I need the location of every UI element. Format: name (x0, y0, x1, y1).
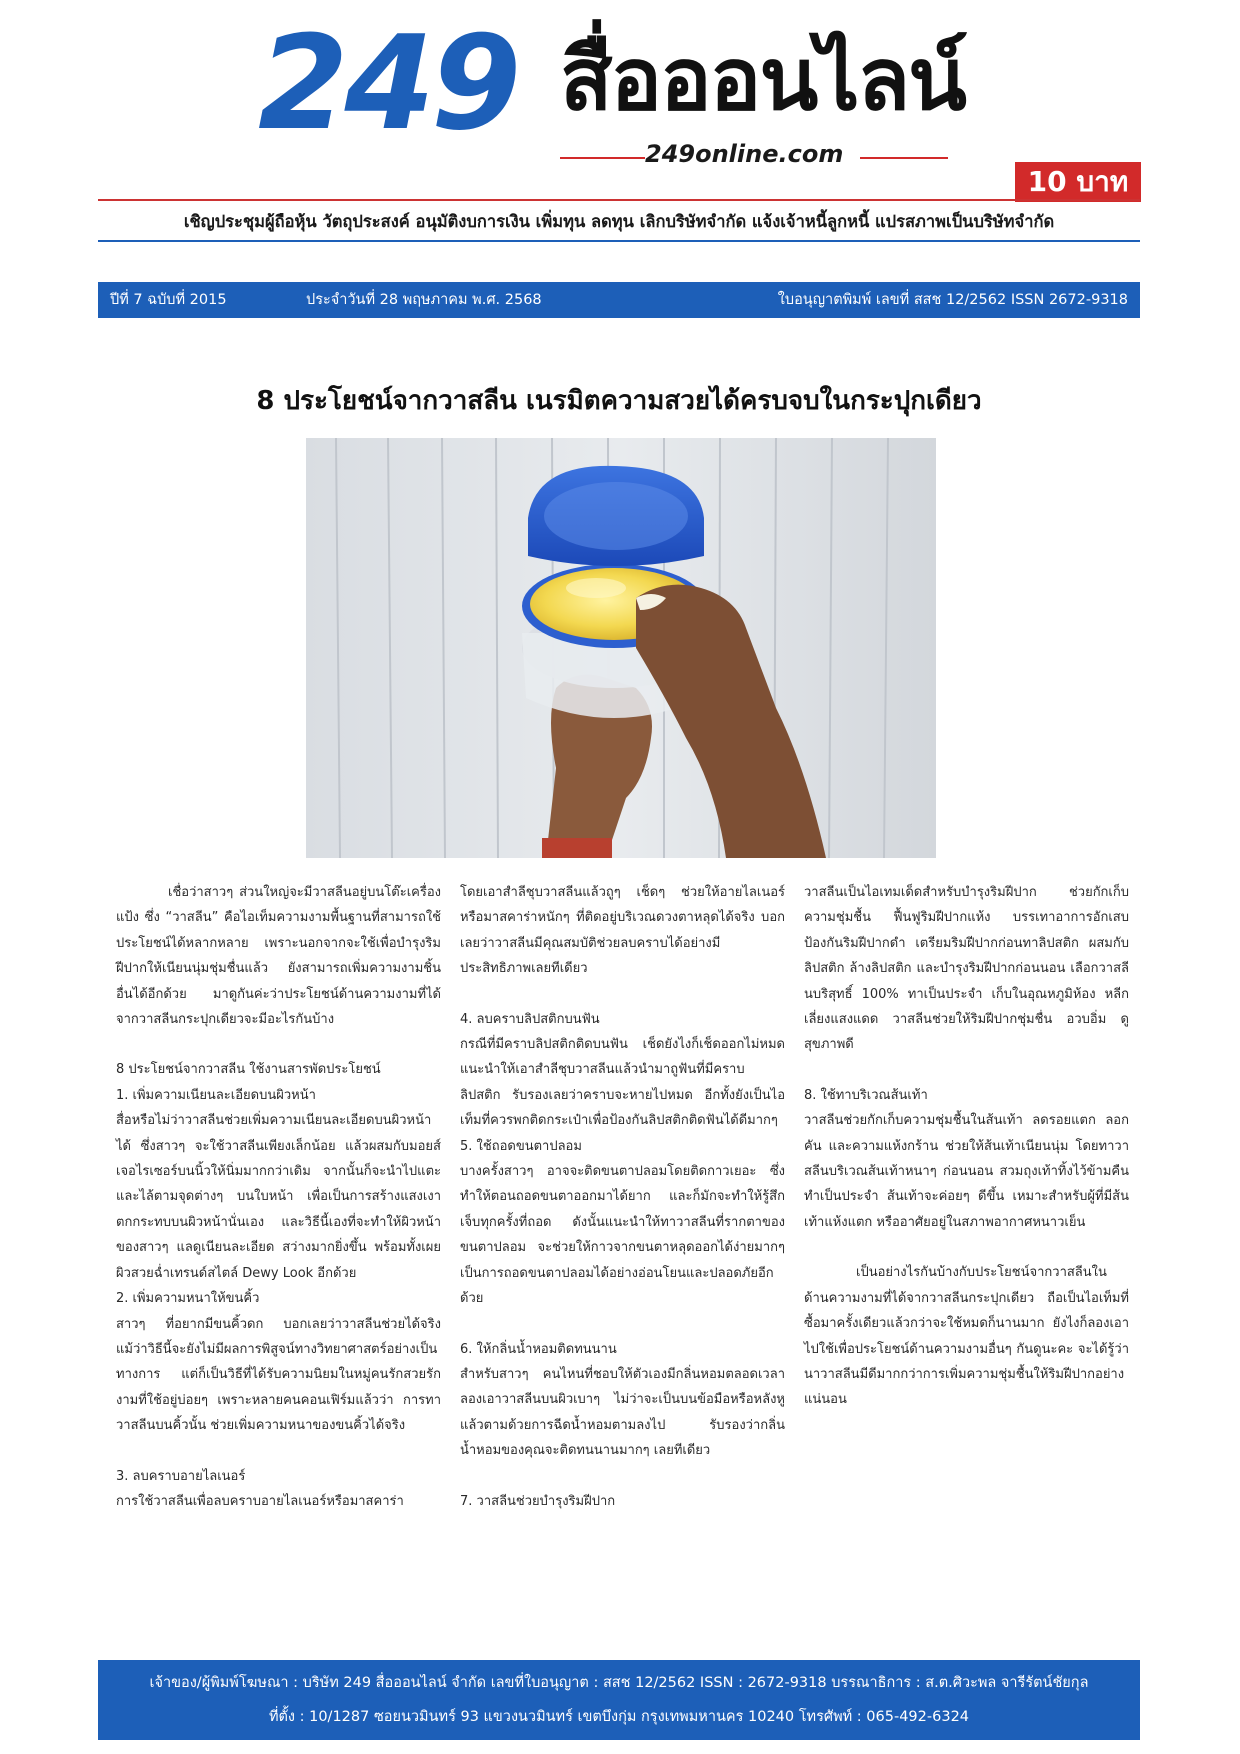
article-paragraph: วาสลีนเป็นไอเทมเด็ดสำหรับบำรุงริมฝีปาก ช่วยกักเก็บความชุ่มชื้น ฟื้นฟูริมฝีปากแห้ง บรรเทาอาการอักเสบ ป้องกันริมฝีปากดำ เตรียมริมฝีปากก่อนทาลิปสติก ผสมกับลิปสติก ล้างลิปสติก และบำรุงริมฝีปากก่อนนอน เลือกวาสลีนบริสุทธิ์ 100% ทาเป็นประจำ เก็บในอุณหภูมิห้อง หลีกเลี่ยงแสงแดด วาสลีนช่วยให้ริมฝีปากชุ่มชื่น อวบอิ่ม ดูสุขภาพดี (804, 885, 1129, 1053)
article-column-1 (116, 880, 441, 1514)
paragraph-gap (460, 1464, 785, 1489)
article-headline: 8 ประโยชน์จากวาสลีน เนรมิตความสวยได้ครบจบในกระปุกเดียว (256, 386, 982, 416)
issue-date: ประจำวันที่ 28 พฤษภาคม พ.ศ. 2568 (306, 292, 542, 308)
article-paragraph: บางครั้งสาวๆ อาจจะติดขนตาปลอมโดยติดกาวเยอะ ซึ่งทำให้ตอนถอดขนตาออกมาได้ยาก และก็มักจะทำให้รู้สึกเจ็บทุกครั้งที่ถอด ดังนั้นแนะนำให้ทาวาสลีนที่รากตาของขนตาปลอม จะช่วยให้กาวจากขนตาหลุดออกได้ง่ายมากๆ เป็นการถอดขนตาปลอมได้อย่างอ่อนโยนและปลอดภัยอีกด้วย (460, 1164, 785, 1307)
article-paragraph: 6. ให้กลิ่นน้ำหอมติดทนนาน (460, 1341, 617, 1357)
paragraph-gap (116, 1032, 441, 1057)
logo-thai-name: สื่อออนไลน์ (560, 30, 965, 130)
article-paragraph: 8 ประโยชน์จากวาสลีน ใช้งานสารพัดประโยชน์ (116, 1062, 381, 1078)
article-paragraph: 3. ลบคราบอายไลเนอร์ (116, 1468, 246, 1484)
paragraph-gap (804, 1235, 1129, 1260)
article-column-2 (460, 880, 785, 1514)
article-paragraph: 2. เพิ่มความหนาให้ขนคิ้ว (116, 1291, 260, 1307)
article-paragraph: สาวๆ ที่อยากมีขนคิ้วดก บอกเลยว่าวาสลีนช่วยได้จริง แม้ว่าวิธีนี้จะยังไม่มีผลการพิสูจน์ทางวิทยาศาสตร์อย่างเป็นทางการ แต่ก็เป็นวิธีที่ได้รับความนิยมในหมู่คนรักสวยรักงามที่ใช้อยู่บ่อยๆ เพราะหลายคนคอนเฟิร์มแล้วว่า การทาวาสลีนบนคิ้วนั้น ช่วยเพิ่มความหนาของขนคิ้วได้จริง (116, 1316, 441, 1434)
header-rule-red (98, 199, 1140, 201)
masthead (0, 0, 1240, 200)
footer-publisher-line: เจ้าของ/ผู้พิมพ์โฆษณา : บริษัท 249 สื่อออนไลน์ จำกัด เลขที่ใบอนุญาต : สสช 12/2562 ISSN : 2672-9318 บรรณาธิการ : ส.ต.ศิวะพล จารีรัตน์ชัยกุล (149, 1675, 1089, 1691)
issue-number: ปีที่ 7 ฉบับที่ 2015 (110, 292, 227, 308)
logo-url: 249online.com (645, 140, 844, 168)
logo-divider-right (860, 157, 948, 159)
price-badge: 10 บาท (1015, 162, 1141, 202)
header-rule-blue (98, 240, 1140, 242)
article-paragraph: 7. วาสลีนช่วยบำรุงริมฝีปาก (460, 1493, 616, 1509)
article-column-3 (804, 880, 1129, 1413)
footer-address-line: ที่ตั้ง : 10/1287 ซอยนวมินทร์ 93 แขวงนวมินทร์ เขตบึงกุ่ม กรุงเทพมหานคร 10240 โทรศัพท์ : 065-492-6324 (268, 1709, 970, 1725)
article-paragraph: สำหรับสาวๆ คนไหนที่ชอบให้ตัวเองมีกลิ่นหอมตลอดเวลา ลองเอาวาสลีนบนผิวเบาๆ ไม่ว่าจะเป็นบนข้อมือหรือหลังหู แล้วตามด้วยการฉีดน้ำหอมตามลงไป รับรองว่ากลิ่นน้ำหอมของคุณจะติดทนนานมากๆ เลยทีเดียว (460, 1366, 785, 1459)
article-paragraph: เชื่อว่าสาวๆ ส่วนใหญ่จะมีวาสลีนอยู่บนโต๊ะเครื่องแป้ง ซึ่ง “วาสลีน” คือไอเท็มความงามพื้นฐานที่สามารถใช้ประโยชน์ได้หลากหลาย เพราะนอกจากจะใช้เพื่อบำรุงริมฝีปากให้เนียนนุ่มชุ่มชื่นแล้ว ยังสามารถเพิ่มความงามชิ้นอื่นได้อีกด้วย มาดูกันค่ะว่าประโยชน์ด้านความงามที่ได้จากวาสลีนกระปุกเดียวจะมีอะไรกันบ้าง (116, 885, 441, 1028)
print-license: ใบอนุญาตพิมพ์ เลขที่ สสช 12/2562 ISSN 2672-9318 (777, 292, 1128, 308)
footer (98, 1660, 1140, 1740)
paragraph-gap (116, 1439, 441, 1464)
article-paragraph: 5. ใช้ถอดขนตาปลอม (460, 1138, 582, 1154)
paragraph-gap (804, 1058, 1129, 1083)
article-paragraph: เป็นอย่างไรกันบ้างกับประโยชน์จากวาสลีนในด้านความงามที่ได้จากวาสลีนกระปุกเดียว ถือเป็นไอเท็มที่ซื้อมาครั้งเดียวแล้วกว่าจะใช้หมดก็นานมาก ยังไงก็ลองเอาไปใช้เพื่อประโยชน์ด้านความงามอื่นๆ กันดูนะคะ จะได้รู้ว่านาวาสลีนมีดีมากกว่าการเพิ่มความชุ่มชื้นให้ริมฝีปากอย่างแน่นอน (804, 1265, 1129, 1408)
tagline: เชิญประชุมผู้ถือหุ้น วัตถุประสงค์ อนุมัติงบการเงิน เพิ่มทุน ลดทุน เลิกบริษัทจำกัด แจ้งเจ้าหนี้ลูกหนี้ แปรสภาพเป็นบริษัทจำกัด (183, 212, 1055, 231)
article-photo (306, 438, 936, 858)
article-paragraph: กรณีที่มีคราบลิปสติกติดบนฟัน เช็ดยังไงก็เช็ดออกไม่หมด แนะนำให้เอาสำลีชุบวาสลีนแล้วนำมาถูฟันที่มีคราบลิปสติก รับรองเลยว่าคราบจะหายไปหมด อีกทั้งยังเป็นไอเท็มที่ควรพกติดกระเป๋าเพื่อป้องกันลิปสติกติดฟันได้ดีมากๆ (460, 1037, 785, 1129)
article-paragraph: วาสลีนช่วยกักเก็บความชุ่มชื้นในส้นเท้า ลดรอยแตก ลอก คัน และความแห้งกร้าน ช่วยให้ส้นเท้าเนียนนุ่ม โดยทาวาสลีนบริเวณส้นเท้าหนาๆ ก่อนนอน สวมถุงเท้าทิ้งไว้ข้ามคืน ทำเป็นประจำ ส้นเท้าจะค่อยๆ ดีขึ้น เหมาะสำหรับผู้ที่มีส้นเท้าแห้งแตก หรืออาศัยอยู่ในสภาพอากาศหนาวเย็น (804, 1113, 1129, 1230)
paragraph-gap (460, 1312, 785, 1337)
paragraph-gap (460, 982, 785, 1007)
article-paragraph: สื่อหรือไม่ว่าวาสลีนช่วยเพิ่มความเนียนละเอียดบนผิวหน้าได้ ซึ่งสาวๆ จะใช้วาสลีนเพียงเล็กน้อย แล้วผสมกับมอยส์เจอไรเซอร์บนนิ้วให้นิ่มมากกว่าเดิม จากนั้นก็จะนำไปแตะและไล้ตามจุดต่างๆ บนใบหน้า เพื่อเป็นการสร้างแสงเงาตกกระทบบนผิวหน้านั่นเอง และวิธีนี้เองที่จะทำให้ผิวหน้าของสาวๆ แลดูเนียนละเอียด สว่างมากยิ่งขึ้น พร้อมทั้งเผยผิวสวยฉ่ำเทรนด์สไตล์ Dewy Look อีกด้วย (116, 1113, 441, 1281)
article-paragraph: 4. ลบคราบลิปสติกบนฟัน (460, 1011, 600, 1027)
article-paragraph: การใช้วาสลีนเพื่อลบคราบอายไลเนอร์หรือมาสคาร่า (116, 1493, 404, 1509)
issue-bar (98, 282, 1140, 318)
logo-divider-left (560, 157, 645, 159)
article-paragraph: 8. ใช้ทาบริเวณส้นเท้า (804, 1087, 928, 1103)
logo-number: 249 (258, 7, 518, 159)
article-paragraph: โดยเอาสำลีชุบวาสลีนแล้วถูๆ เช็ดๆ ช่วยให้อายไลเนอร์หรือมาสคาร่าหนักๆ ที่ติดอยู่บริเวณดวงตาหลุดได้จริง บอกเลยว่าวาสลีนมีคุณสมบัติช่วยลบคราบได้อย่างมีประสิทธิภาพเลยทีเดียว (460, 885, 785, 977)
article-paragraph: 1. เพิ่มความเนียนละเอียดบนผิวหน้า (116, 1087, 316, 1103)
